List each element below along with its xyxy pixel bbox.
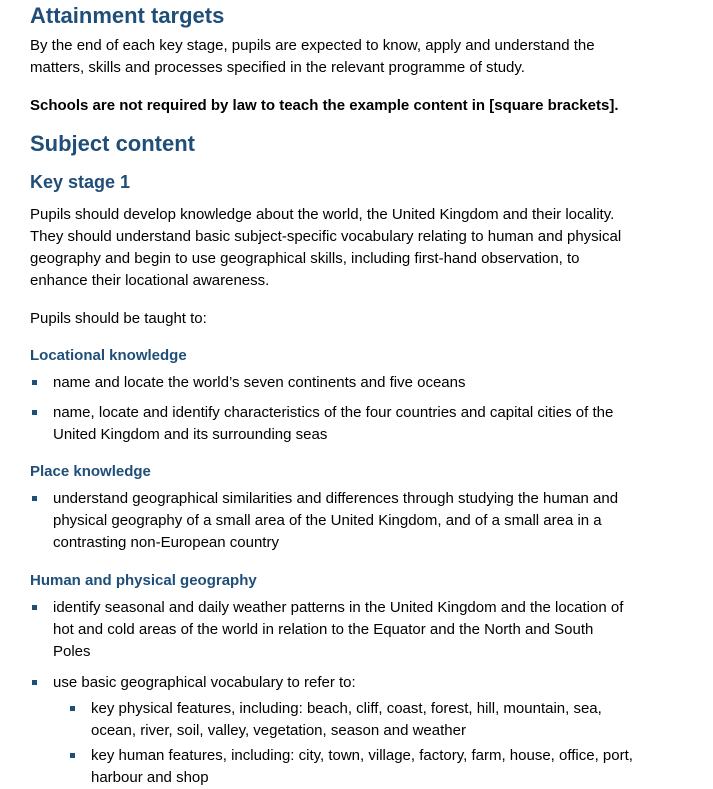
- vocabulary-sub-list: [68, 698, 700, 742]
- vocabulary-sub-list-2: [68, 745, 700, 789]
- key-stage-heading: Key stage 1: [30, 172, 131, 192]
- bullet-icon: [32, 496, 37, 501]
- subject-content-heading: Subject content: [30, 131, 196, 156]
- subject-intro-line-1: Pupils should develop knowledge about the world, the United Kingdom and their locality.: [30, 206, 615, 223]
- square-brackets-note: Schools are not required by law to teach the example content in [square brackets].: [30, 97, 619, 114]
- bullet-icon: [32, 605, 37, 610]
- attainment-targets-heading: Attainment targets: [30, 3, 225, 28]
- subject-intro-line-4: enhance their locational awareness.: [30, 272, 270, 289]
- human-physical-list-2: [30, 672, 700, 694]
- attainment-intro-line-1: By the end of each key stage, pupils are expected to know, apply and understand the: [30, 37, 595, 54]
- list-item: name, locate and identify characteristics of the four countries and capital cities of the United Kingdom and its surrounding seas: [30, 402, 700, 446]
- place-knowledge-heading: Place knowledge: [30, 463, 151, 480]
- list-item: use basic geographical vocabulary to refer to:: [30, 672, 700, 694]
- bullet-icon: [32, 410, 37, 415]
- bullet-icon: [70, 753, 75, 758]
- locational-list: [30, 372, 700, 394]
- subject-intro-line-2: They should understand basic subject-specific vocabulary relating to human and physical: [30, 228, 622, 245]
- locational-list-2: [30, 402, 700, 446]
- bullet-icon: [32, 680, 37, 685]
- pupils-taught-line: Pupils should be taught to:: [30, 310, 207, 327]
- list-item: key physical features, including: beach, cliff, coast, forest, hill, mountain, sea, ocean, river, soil, valley, vegetation, season and weather: [68, 698, 700, 742]
- list-item: key human features, including: city, town, village, factory, farm, house, office, port, harbour and shop: [68, 745, 700, 789]
- bullet-icon: [32, 380, 37, 385]
- locational-knowledge-heading: Locational knowledge: [30, 347, 187, 364]
- human-physical-list: [30, 597, 700, 663]
- place-list: [30, 488, 700, 554]
- list-item: understand geographical similarities and differences through studying the human and physical geography of a small area of the United Kingdom, and of a small area in a contrasting non-European country: [30, 488, 700, 554]
- list-item: identify seasonal and daily weather patterns in the United Kingdom and the location of hot and cold areas of the world in relation to the Equator and the North and South Poles: [30, 597, 700, 663]
- human-physical-geography-heading: Human and physical geography: [30, 572, 257, 589]
- attainment-intro-line-2: matters, skills and processes specified in the relevant programme of study.: [30, 59, 525, 76]
- bullet-icon: [70, 706, 75, 711]
- list-item: name and locate the world’s seven continents and five oceans: [30, 372, 700, 394]
- subject-intro-line-3: geography and begin to use geographical skills, including first-hand observation, to: [30, 250, 580, 267]
